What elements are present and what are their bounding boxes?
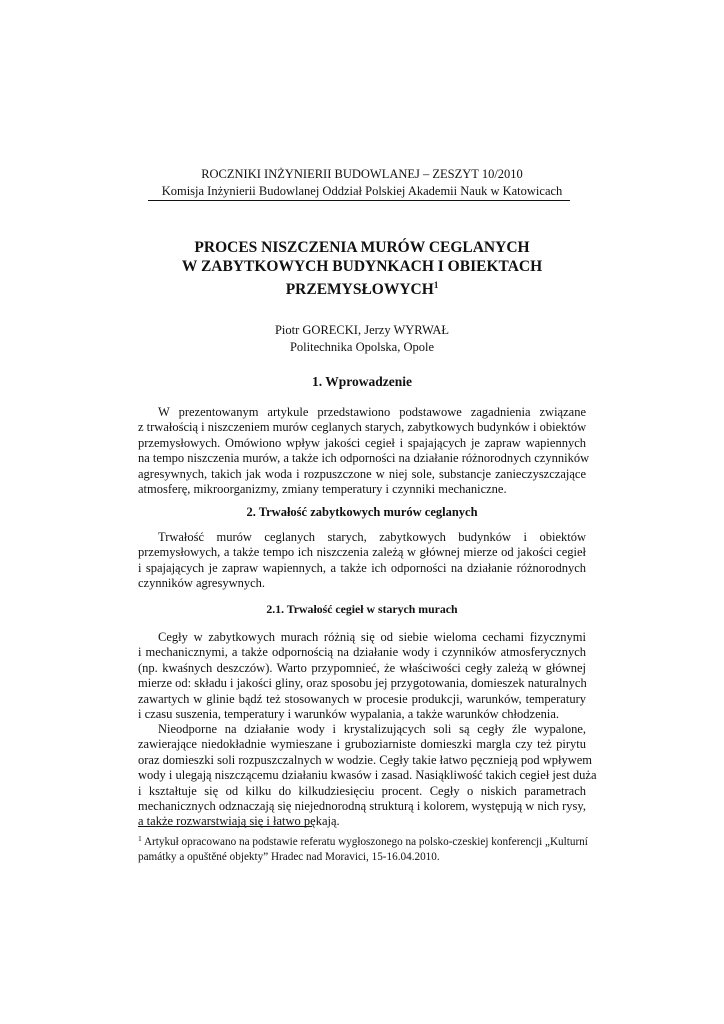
- journal-publisher: Komisja Inżynierii Budowlanej Oddział Polskiej Akademii Nauk w Katowicach: [161, 184, 563, 198]
- paragraph-line: zawartych w glinie bądź też stosowanych w procesie produkcji, warunków, temperatury: [138, 691, 586, 706]
- footnote-line-1: [138, 831, 586, 850]
- paragraph-line: przemysłowych, a także tempo ich niszczenia zależą w głównej mierze od jakości cegieł: [138, 545, 586, 560]
- journal-header: [140, 166, 584, 200]
- title-line-3-text: PRZEMYSŁOWYCH: [285, 281, 434, 298]
- paragraph-line: atmosferę, mikroorganizmy, zmiany temperatury i czynniki mechaniczne.: [138, 481, 507, 496]
- paragraph-line: W prezentowanym artykule przedstawiono podstawowe zagadnienia związane: [158, 405, 586, 419]
- footnote: [138, 831, 586, 865]
- author-names: Piotr GORECKI, Jerzy WYRWAŁ: [274, 323, 450, 337]
- footnote-separator: [138, 826, 312, 827]
- footnote-text-1: Artykuł opracowano na podstawie referatu wygłoszonego na polsko-czeskiej konferencji „Kulturní: [143, 836, 588, 848]
- paragraph-line: zawierające niedokładnie wymieszane i gruboziarniste domieszki margla czy też pirytu: [138, 737, 586, 752]
- authors-block: [150, 322, 574, 356]
- title-footnote-mark[interactable]: 1: [433, 280, 439, 290]
- paragraph-line: oraz domieszki soli rozpuszczalnych w wodzie. Cegły takie łatwo pęcznieją pod wpływem: [138, 752, 593, 767]
- paragraph-line: a także rozwarstwiają się i łatwo pękają.: [138, 814, 340, 829]
- section-1-heading: 1. Wprowadzenie: [311, 374, 412, 389]
- paragraph-line: Cegły w zabytkowych murach różnią się od siebie wieloma cechami fizycznymi: [158, 630, 586, 644]
- paragraph-line: na tempo niszczenia murów, a także ich odporności na działanie różnorodnych czynników: [138, 451, 590, 466]
- paragraph-line: Nieodporne na działanie wody i krystalizujących soli są cegły źle wypalone,: [158, 722, 586, 736]
- paragraph-line: (np. kwaśnych deszczów). Warto przypomnieć, że właściwości cegły zależą w głównej: [138, 660, 586, 675]
- paragraph-line: i kształtuje się od kilku do kilkudziesięciu procent. Cegły o niskich parametrach: [138, 783, 586, 798]
- journal-title: ROCZNIKI INŻYNIERII BUDOWLANEJ – ZESZYT 10/2010: [201, 167, 523, 181]
- paragraph-line: wody i ulegają niszczącemu działaniu kwasów i zasad. Nasiąkliwość takich cegieł jest duża: [138, 768, 597, 783]
- paragraph-line: czynników agresywnych.: [138, 576, 266, 591]
- paragraph-line: mechanicznych odznaczają się niejednorodną strukturą i kolorem, występują w nich rysy,: [138, 798, 586, 813]
- paragraph-line: agresywnych, takich jak woda i rozpuszczone w niej sole, substancje zanieczyszczające: [138, 466, 586, 481]
- section-2-heading: 2. Trwałość zabytkowych murów ceglanych: [246, 505, 478, 519]
- section-2-1-paragraph-2: [138, 722, 597, 830]
- section-2-1-paragraph-1: [138, 630, 586, 722]
- paragraph-line: Trwałość murów ceglanych starych, zabytkowych budynków i obiektów: [158, 530, 586, 544]
- title-line-2: W ZABYTKOWYCH BUDYNKACH I OBIEKTACH: [181, 258, 543, 275]
- section-1-paragraph: [138, 405, 590, 497]
- footnote-mark: 1: [138, 834, 142, 843]
- paragraph-line: mierze od: składu i jakości gliny, oraz sposobu jej przygotowania, domieszek naturalnych: [138, 676, 587, 691]
- section-2-1-heading: 2.1. Trwałość cegieł w starych murach: [266, 602, 458, 616]
- paragraph-line: i mechanicznymi, a także odpornością na działanie wody i czynników atmosferycznych: [138, 645, 586, 660]
- title-line-3: [110, 276, 614, 299]
- header-rule: [148, 200, 570, 201]
- paragraph-line: z trwałością i niszczeniem murów ceglanych starych, zabytkowych budynków i obiektów: [138, 420, 587, 435]
- footnote-line-2: památky a opuštěné objekty” Hradec nad Moravici, 15-16.04.2010.: [138, 851, 440, 863]
- article-title: [110, 238, 614, 299]
- paragraph-line: i czasu suszenia, temperatury i warunków wypalania, a także warunków chłodzenia.: [138, 706, 560, 721]
- paragraph-line: i spajających je zapraw wapiennych, a także ich odporności na działanie różnorodnych: [138, 560, 586, 575]
- title-line-1: PROCES NISZCZENIA MURÓW CEGLANYCH: [194, 239, 530, 256]
- section-2-paragraph: [138, 530, 586, 592]
- author-affiliation: Politechnika Opolska, Opole: [289, 340, 435, 354]
- paragraph-line: przemysłowych. Omówiono wpływ jakości cegieł i spajających je zapraw wapiennych: [138, 435, 586, 450]
